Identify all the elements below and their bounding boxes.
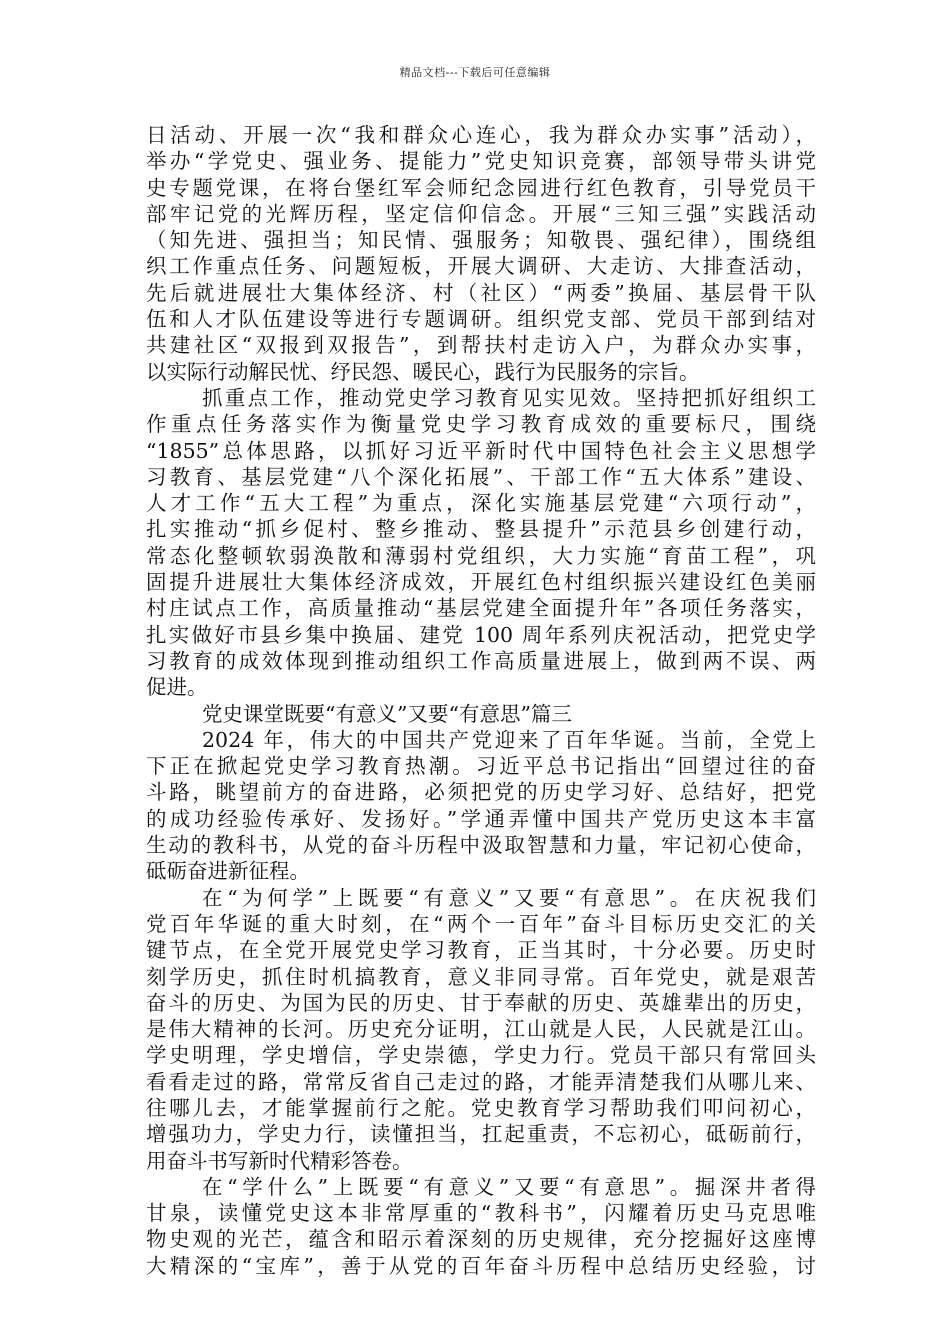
text-line: 以实际行动解民忧、纾民怨、暖民心，践行为民服务的宗旨。: [146, 359, 700, 384]
text-line: 部牢记党的光辉历程，坚定信仰信念。开展“三知三强”实践活动: [146, 201, 816, 226]
paragraph-first-line: 抓重点工作，推动党史学习教育见实见效。坚持把抓好组织工: [202, 385, 816, 410]
text-line: 增强功力，学史力行，读懂担当，扛起重责，不忘初心，砥砺前行，: [146, 1122, 816, 1147]
text-line: 甘泉，读懂党史这本非常厚重的“教科书”，闪耀着历史马克思唯: [146, 1201, 816, 1226]
text-line: 物史观的光芒，蕴含和昭示着深刻的历史规律，充分挖掘好这座博: [146, 1227, 816, 1252]
page-header: 精品文档---下载后可任意编辑: [399, 66, 551, 79]
text-line: 党百年华诞的重大时刻，在“两个一百年”奋斗目标历史交汇的关: [146, 911, 816, 936]
text-line: 人才工作“五大工程”为重点，深化实施基层党建“六项行动”，: [146, 491, 816, 516]
text-line: 的成功经验传承好、发扬好。”学通弄懂中国共产党历史这本丰富: [146, 806, 816, 831]
text-line: 扎实做好市县乡集中换届、建党 100 周年系列庆祝活动，把党史学: [146, 622, 816, 647]
text-line: 下正在掀起党史学习教育热潮。习近平总书记指出“回望过往的奋: [146, 754, 816, 779]
text-line: 奋斗的历史、为国为民的历史、甘于奉献的历史、英雄辈出的历史，: [146, 990, 816, 1015]
paragraph-first-line: 在“学什么”上既要“有意义”又要“有意思”。掘深井者得: [202, 1174, 816, 1199]
text-line: 用奋斗书写新时代精彩答卷。: [146, 1148, 413, 1173]
text-line: 扎实推动“抓乡促村、整乡推动、整县提升”示范县乡创建行动，: [146, 517, 816, 542]
text-line: 共建社区“双报到双报告”，到帮扶村走访入户，为群众办实事，: [146, 333, 816, 358]
text-line: 作重点任务落实作为衡量党史学习教育成效的重要标尺，围绕: [146, 412, 816, 437]
text-line: 村庄试点工作，高质量推动“基层党建全面提升年”各项任务落实，: [146, 596, 816, 621]
text-line: 大精深的“宝库”，善于从党的百年奋斗历程中总结历史经验，讨: [146, 1253, 816, 1278]
text-line: 斗路，眺望前方的奋进路，必须把党的历史学习好、总结好，把党: [146, 780, 816, 805]
text-line: 织工作重点任务、问题短板，开展大调研、大走访、大排查活动，: [146, 254, 816, 279]
text-line: 习教育的成效体现到推动组织工作高质量进展上，做到两不误、两: [146, 648, 816, 673]
text-line: 键节点，在全党开展党史学习教育，正当其时，十分必要。历史时: [146, 938, 816, 963]
text-line: 常态化整顿软弱涣散和薄弱村党组织，大力实施“育苗工程”，巩: [146, 543, 816, 568]
text-line: 看看走过的路，常常反省自己走过的路，才能弄清楚我们从哪儿来、: [146, 1069, 816, 1094]
text-line: 砥砺奋进新征程。: [146, 859, 310, 884]
text-line: 刻学历史，抓住时机搞教育，意义非同寻常。百年党史，就是艰苦: [146, 964, 816, 989]
text-line: 促进。: [146, 675, 208, 700]
text-line: 是伟大精神的长河。历史充分证明，江山就是人民，人民就是江山。: [146, 1017, 816, 1042]
text-line: （知先进、强担当；知民情、强服务；知敬畏、强纪律），围绕组: [146, 228, 816, 253]
paragraph-first-line: 2024 年，伟大的中国共产党迎来了百年华诞。当前，全党上: [202, 727, 816, 752]
section-title: 党史课堂既要“有意义”又要“有意思”篇三: [202, 701, 572, 726]
text-line: 举办“学党史、强业务、提能力”党史知识竞赛，部领导带头讲党: [146, 149, 816, 174]
paragraph-first-line: 在“为何学”上既要“有意义”又要“有意思”。在庆祝我们: [202, 885, 816, 910]
text-line: 习教育、基层党建“八个深化拓展”、干部工作“五大体系”建设、: [146, 464, 816, 489]
text-line: 伍和人才队伍建设等进行专题调研。组织党支部、党员干部到结对: [146, 307, 816, 332]
text-line: 固提升进展壮大集体经济成效，开展红色村组织振兴建设红色美丽: [146, 570, 816, 595]
text-line: 日活动、开展一次“我和群众心连心，我为群众办实事”活动），: [146, 123, 816, 147]
text-line: 史专题党课，在将台堡红军会师纪念园进行红色教育，引导党员干: [146, 175, 816, 200]
text-line: “1855”总体思路，以抓好习近平新时代中国特色社会主义思想学: [146, 438, 816, 463]
document-body: [146, 122, 816, 1279]
text-line: 学史明理，学史增信，学史崇德，学史力行。党员干部只有常回头: [146, 1043, 816, 1068]
text-line: 往哪儿去，才能掌握前行之舵。党史教育学习帮助我们叩问初心，: [146, 1095, 816, 1120]
text-line: 先后就进展壮大集体经济、村（社区）“两委”换届、基层骨干队: [146, 280, 816, 305]
text-line: 生动的教科书，从党的奋斗历程中汲取智慧和力量，牢记初心使命，: [146, 833, 816, 858]
